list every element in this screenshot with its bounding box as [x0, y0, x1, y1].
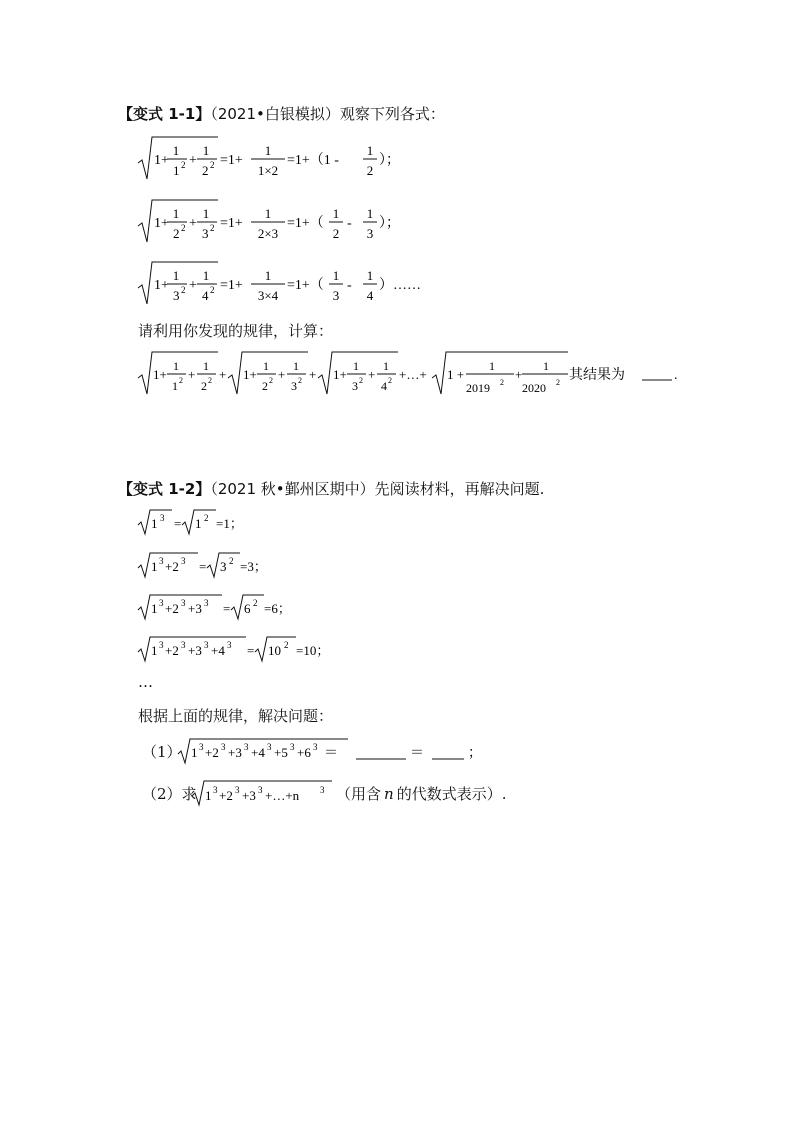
q2-end: 的代数式表示）. [396, 785, 507, 803]
s-join-1: + [219, 367, 227, 382]
l4-mid: 10 [268, 643, 281, 658]
l4-d: +4 [211, 643, 225, 658]
f3-a-den: 3 [173, 288, 180, 303]
f3-a-exp: 2 [181, 285, 186, 295]
l3-a-exp: 3 [159, 598, 164, 608]
l4-d-exp: 3 [227, 640, 232, 650]
f2-one: 1+ [154, 216, 169, 231]
section1-bracket: 【变式 1-1】 [118, 105, 211, 123]
f1-tail: ）； [379, 153, 400, 168]
q2-t3e: 3 [258, 785, 263, 795]
f2-f1-den: 2 [332, 226, 340, 241]
q2-var: n [384, 785, 394, 803]
l4-a-exp: 3 [159, 640, 164, 650]
l3-a: 1 [151, 601, 158, 616]
s3-a-exp: 2 [359, 376, 363, 385]
section1-instruction: 请利用你发现的规律，计算： [138, 322, 334, 340]
q1-t2e: 3 [221, 742, 226, 752]
f2-b-num: 1 [202, 206, 210, 221]
f2-eq2: =1+（ [287, 216, 324, 231]
l4-a: 1 [151, 643, 158, 658]
s2-a-num: 1 [263, 359, 269, 373]
f3-one: 1+ [154, 278, 169, 293]
f2-eq1: =1+ [220, 216, 243, 231]
f1-b-exp: 2 [210, 160, 215, 170]
s-plus-dots: +…+ [399, 367, 427, 382]
f3-f2-num: 1 [366, 268, 374, 283]
s2-a-den: 2 [262, 379, 268, 393]
formula-3 [136, 260, 436, 310]
q1-t3: +3 [228, 745, 242, 760]
s4-b-den: 2020 [522, 381, 546, 395]
f2-f2-den: 3 [366, 226, 374, 241]
q1-t5: +5 [274, 745, 288, 760]
l2-mid-exp: 2 [229, 556, 234, 566]
s1-b-den: 2 [201, 379, 207, 393]
l2-result: =3； [240, 559, 267, 574]
s1-a-exp: 2 [179, 376, 183, 385]
q2-tail: （用含 [336, 785, 382, 803]
q1-t4: +4 [251, 745, 265, 760]
s2-b-num: 1 [293, 359, 299, 373]
f2-a-den: 2 [173, 226, 180, 241]
f1-b-den: 2 [202, 163, 209, 178]
formula-2 [136, 198, 436, 248]
l1-eq: = [174, 516, 182, 531]
l1-mid: 1 [195, 516, 202, 531]
f3-b-den: 4 [202, 288, 209, 303]
l2-eq: = [199, 559, 207, 574]
f1-a-exp: 2 [181, 160, 186, 170]
question-2-tail [336, 784, 506, 804]
f2-b-exp: 2 [210, 223, 215, 233]
s1-b-num: 1 [203, 359, 209, 373]
l2-mid: 3 [220, 559, 227, 574]
f3-f1-den: 3 [332, 288, 340, 303]
q1-end: ； [468, 746, 482, 761]
q1-t6: +6 [297, 745, 311, 760]
q2-ne: 3 [320, 785, 325, 795]
s2-line-1 [136, 507, 336, 537]
s4-b-exp: 2 [556, 378, 560, 387]
q2-dots: +…+n [265, 788, 300, 803]
s3-b-num: 1 [383, 359, 389, 373]
s3-a-num: 1 [353, 359, 359, 373]
s1-one: 1+ [153, 367, 167, 382]
f3-minus: - [347, 278, 352, 293]
q2-t1: 1 [205, 788, 212, 803]
l3-result: =6； [264, 601, 291, 616]
s2-line-3 [136, 592, 376, 622]
l3-b-exp: 3 [181, 598, 186, 608]
l4-c-exp: 3 [204, 640, 209, 650]
s3-b-exp: 2 [388, 376, 392, 385]
f2-minus: - [347, 216, 352, 231]
s4-b-num: 1 [543, 359, 549, 373]
l4-eq: = [247, 643, 255, 658]
s2-a-exp: 2 [269, 376, 273, 385]
l1-result: =1； [216, 516, 243, 531]
section2-heading [118, 479, 544, 499]
l1-inner-exp: 3 [160, 513, 165, 523]
f2-f2-num: 1 [366, 206, 374, 221]
q1-t1e: 3 [199, 742, 204, 752]
f3-a-num: 1 [172, 268, 180, 283]
f1-eq1: =1+ [220, 153, 243, 168]
s1-b-exp: 2 [208, 376, 212, 385]
s-join-2: + [309, 367, 317, 382]
f3-f1-num: 1 [332, 268, 340, 283]
l3-c: +3 [188, 601, 202, 616]
formula-1 [136, 135, 436, 185]
s-tail: 其结果为 [569, 367, 625, 383]
sum-expression [136, 350, 696, 402]
l4-mid-exp: 2 [284, 640, 289, 650]
f3-tail: ）…… [379, 278, 421, 293]
f3-b-num: 1 [202, 268, 210, 283]
f1-one: 1+ [154, 153, 169, 168]
s1-plus: + [188, 367, 196, 382]
f2-a-num: 1 [172, 206, 180, 221]
s-end: . [674, 368, 678, 383]
q1-eq1: ＝ [324, 746, 338, 761]
s1-a-num: 1 [173, 359, 179, 373]
f1-b-num: 1 [202, 143, 210, 158]
l2-a-exp: 3 [159, 556, 164, 566]
section2-instruction: 根据上面的规律，解决问题： [138, 707, 334, 725]
s4-plus: + [515, 367, 523, 382]
f1-a-den: 1 [173, 163, 180, 178]
q2-t1e: 3 [213, 785, 218, 795]
question-2-label: （2）求 [142, 785, 197, 803]
f1-rf-num: 1 [264, 143, 272, 158]
f2-tail: ）； [379, 216, 400, 231]
section1-heading [118, 104, 445, 124]
s2-b-exp: 2 [298, 376, 302, 385]
q1-t6e: 3 [313, 742, 318, 752]
f1-f2-den: 2 [366, 163, 374, 178]
f3-eq2: =1+（ [287, 278, 324, 293]
s2-line-2 [136, 550, 356, 580]
f1-plus: + [189, 153, 197, 168]
f3-rf-num: 1 [264, 268, 272, 283]
f2-rf-den: 2×3 [257, 226, 279, 241]
q2-t2e: 3 [235, 785, 240, 795]
s4-one: 1 + [447, 367, 465, 382]
f2-a-exp: 2 [181, 223, 186, 233]
f2-b-den: 3 [202, 226, 209, 241]
question-2-expr [190, 778, 340, 808]
l1-inner: 1 [151, 516, 158, 531]
l4-result: =10； [296, 643, 330, 658]
f2-plus: + [189, 216, 197, 231]
q2-t3: +3 [242, 788, 256, 803]
question-1-label: （1） [142, 743, 182, 761]
s4-a-exp: 2 [500, 378, 504, 387]
l1-mid-exp: 2 [204, 513, 209, 523]
s2-b-den: 3 [291, 379, 297, 393]
question-1-expr [176, 736, 496, 766]
q1-t5e: 3 [290, 742, 295, 752]
l3-c-exp: 3 [204, 598, 209, 608]
l3-mid-exp: 2 [253, 598, 258, 608]
section2-bracket: 【变式 1-2】 [118, 480, 211, 498]
s3-plus: + [368, 367, 376, 382]
l4-b-exp: 3 [181, 640, 186, 650]
f2-f1-num: 1 [332, 206, 340, 221]
s2-line-4 [136, 634, 396, 664]
l3-eq: = [223, 601, 231, 616]
q1-t3e: 3 [244, 742, 249, 752]
f3-plus: + [189, 278, 197, 293]
section2-source: （2021 秋•鄞州区期中）先阅读材料，再解决问题. [210, 480, 545, 498]
f1-a-num: 1 [172, 143, 180, 158]
section2-ellipsis: … [138, 673, 153, 691]
f3-f2-den: 4 [366, 288, 374, 303]
s3-b-den: 4 [381, 379, 387, 393]
s3-one: 1+ [333, 367, 347, 382]
f2-rf-num: 1 [264, 206, 272, 221]
s4-a-num: 1 [489, 359, 495, 373]
l4-b: +2 [165, 643, 179, 658]
l2-b: +2 [165, 559, 179, 574]
q1-eq2: ＝ [410, 746, 424, 761]
q2-t2: +2 [219, 788, 233, 803]
q1-t4e: 3 [267, 742, 272, 752]
l2-b-exp: 3 [181, 556, 186, 566]
l4-c: +3 [188, 643, 202, 658]
f1-eq2: =1+（1 - [287, 153, 339, 168]
q1-t1: 1 [191, 745, 198, 760]
l2-a: 1 [151, 559, 158, 574]
s4-a-den: 2019 [466, 381, 490, 395]
f3-b-exp: 2 [210, 285, 215, 295]
f3-eq1: =1+ [220, 278, 243, 293]
s2-plus: + [278, 367, 286, 382]
section1-source: （2021•白银模拟）观察下列各式： [210, 105, 445, 123]
f1-rf-den: 1×2 [257, 163, 279, 178]
s1-a-den: 1 [172, 379, 178, 393]
s2-one: 1+ [243, 367, 257, 382]
f1-f2-num: 1 [366, 143, 374, 158]
s3-a-den: 3 [352, 379, 358, 393]
l3-b: +2 [165, 601, 179, 616]
l3-mid: 6 [244, 601, 251, 616]
f3-rf-den: 3×4 [257, 288, 279, 303]
q1-t2: +2 [205, 745, 219, 760]
